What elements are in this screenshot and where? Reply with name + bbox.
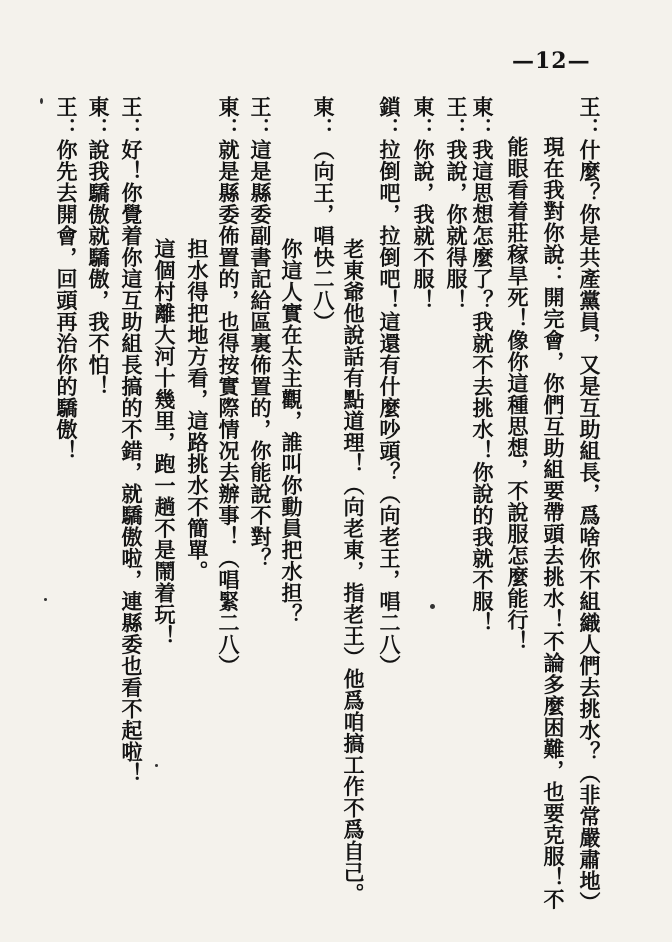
text-column-10: 你這人實在太主觀，誰叫你動員把水担？: [279, 238, 304, 625]
ink-speck: [155, 764, 158, 767]
text-column-11: 王：這是縣委副書記給區裏佈置的，你能說不對？: [248, 96, 273, 569]
text-column-17: 王：你先去開會，回頭再治你的驕傲！: [54, 96, 79, 462]
text-column-4: 東：我這思想怎麼了？我就不去挑水！你說的我就不服！: [470, 96, 495, 634]
text-column-8: 老東爺他說話有點道理！（向老東，指老王）他爲咱搞工作不爲自己。: [341, 238, 366, 905]
page-number: —12—: [512, 48, 591, 74]
text-column-16: 東：說我驕傲就驕傲，我不怕！: [86, 96, 111, 397]
text-column-3: 能眼看着莊稼旱死！像你這種思想，不說服怎麼能行！: [505, 136, 530, 652]
text-column-13: 担水得把地方看，這路挑水不簡單。: [185, 238, 210, 582]
text-column-1: 王：什麼？你是共產黨員，又是互助組長，爲啥你不組織人們去挑水？（非常嚴肅地）: [577, 96, 602, 913]
ink-speck: [430, 604, 435, 609]
text-column-9: 東：（向王，唱快二八）: [311, 96, 336, 333]
text-column-6: 東：你說，我就不服！: [411, 96, 436, 311]
text-column-14: 這個村離大河十幾里，跑一趟不是鬧着玩！: [152, 238, 177, 647]
text-column-7: 鎖：拉倒吧，拉倒吧！這還有什麼吵頭？（向老王，唱二八）: [377, 96, 402, 677]
text-column-2: 現在我對你說：開完會，你們互助組要帶頭去挑水！不論多麼困難，也要克服！不: [541, 136, 566, 910]
ink-speck: [40, 98, 43, 104]
ink-speck: [44, 598, 47, 601]
text-column-5: 王：我說，你就得服！: [444, 96, 469, 311]
text-column-12: 東：就是縣委佈置的，也得按實際情况去辦事！（唱緊二八）: [216, 96, 241, 677]
text-column-15: 王：好！你覺着你這互助組長搞的不錯，就驕傲啦，連縣委也看不起啦！: [119, 96, 144, 784]
